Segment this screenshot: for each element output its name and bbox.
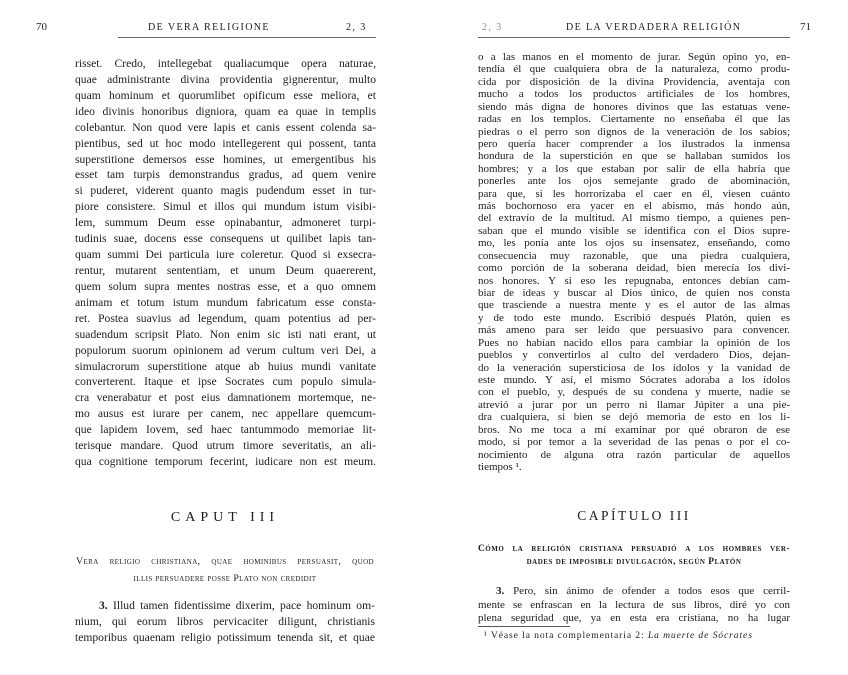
- text-line: nos honores. Y si eso les repugnaba, entonces debían cam-: [478, 274, 790, 287]
- body-text: [478, 51, 790, 473]
- text-line: consecuencia muy razonable, que una piedra cualquiera,: [478, 249, 790, 262]
- section-reference: 2, 3: [482, 22, 503, 33]
- section-number: 3.: [99, 599, 108, 612]
- text-line: colebantur. Non quod vere lapis et canis essent colenda sa-: [75, 120, 376, 134]
- text-line: temporibus quaenam religio potissimum tenenda sit, et quae: [75, 631, 375, 644]
- header-rule: [118, 37, 376, 38]
- text-line: este mundo. Y así, el mismo Sócrates adoraba a los ídolos: [478, 373, 790, 386]
- text-line: si puderet, viderent quanto magis pudendum esset in tur-: [75, 184, 376, 198]
- text-line-content: Pero, sin ánimo de ofender a todos esos que cerril-: [513, 585, 790, 597]
- text-line: biar de ideas y buscar al Dios único, de quien nos consta: [478, 287, 790, 300]
- text-line: converterent. Itaque et ipse Socrates cum populo simula-: [75, 375, 376, 389]
- text-line: Pues no habían nacido ellos para cambiar la opinión de los: [478, 336, 790, 349]
- text-line: populorum suorum opinionem ad verum cultum veri Dei, a: [75, 343, 376, 357]
- text-line: pientibus, sed ut hoc modo intellegerent qui possent, tanta: [75, 136, 376, 150]
- text-line: animam et totum istum mundum fabricatum esse consta-: [75, 295, 376, 309]
- text-line: ponerles ante los ojos semejante grado de abominación,: [478, 175, 790, 188]
- text-line: risset. Credo, intellegebat qualiacumque opera naturae,: [75, 57, 376, 70]
- text-line: quam hominum et quorumlibet opificum esse meliora, et: [75, 88, 376, 102]
- text-line: siendo más digna de honores divinos que las estatuas vene-: [478, 100, 790, 113]
- text-line: do la veneración supersticiosa de los ídolos y la vanidad de: [478, 361, 790, 374]
- text-line: cra venerabatur et post eius damnationem mortemque, ne-: [75, 391, 376, 405]
- text-line: plena seguridad que, ya en esta era cristiana, no ha lugar: [478, 612, 790, 624]
- text-line: más ameno para ser leído que persuasivo para convencer.: [478, 324, 790, 337]
- footnote-text: Véase la nota complementaria 2:: [490, 630, 645, 641]
- text-line: dra cualquiera, si bien se dejó memoria de esto en los li-: [478, 411, 790, 424]
- text-line: y de todo este mundo. Escribió después Platón, quien es: [478, 311, 790, 324]
- text-line: qua cognitione temporum fecerint, iudicare non est meum.: [75, 455, 376, 469]
- text-line: hombres; y a los que estaban por salir de ella habría que: [478, 162, 790, 175]
- text-line: mo, les ponía ante los ojos su insensatez, enseñando, como: [478, 237, 790, 250]
- text-line: cida por disposición de la divina Providencia, aventaja con: [478, 75, 790, 88]
- text-line: quae administrante divina providentia gignerentur, multo: [75, 72, 376, 86]
- subtitle-line: Cómo la religión cristiana persuadió a los hombres ver-: [478, 544, 790, 554]
- text-line: atrevió a jurar por un perro ni llamar Júpiter a una pie-: [478, 398, 790, 411]
- footnote: [484, 630, 753, 641]
- subtitle-line: dades de imposible divulgación, según Platón: [526, 557, 742, 567]
- text-line: hondura de la superstición en que se hallaban sumidos los: [478, 150, 790, 163]
- chapter-subtitle: [76, 553, 374, 587]
- text-line: más bochornoso era yacer en el abismo, más hondo aún,: [478, 200, 790, 213]
- body-text: [75, 56, 376, 470]
- text-line: piedras o el perro son dignos de la veneración de los sabios;: [478, 125, 790, 138]
- text-line: esset tam turpis demonstrandus gradus, ad quem venire: [75, 168, 376, 182]
- footnote-rule: [478, 626, 570, 627]
- subtitle-line: Vera religio christiana, quae hominibus persuasit, quod: [76, 556, 374, 567]
- text-line: ret. Postea suavius ad legendum, quam potentius ad per-: [75, 311, 376, 325]
- footnote-marker: ¹: [484, 630, 488, 641]
- text-line: con el pueblo, y, después de su condena y muerte, nadie se: [478, 386, 790, 399]
- text-line: [478, 585, 790, 599]
- text-line: nocimiento de alguna otra razón particular de aquellos: [478, 448, 790, 461]
- text-line: lem, summum Deum esse opinabantur, admoneret turpi-: [75, 216, 376, 230]
- text-line: pero quería hacer comprender a los ilustrados la inmensa: [478, 137, 790, 150]
- text-line: quam summi Dei particula iure coleretur. Quod si exsecra-: [75, 248, 376, 262]
- text-line: radas en los templos. Ciertamente no enseñaba él que las: [478, 113, 790, 126]
- text-line: que trasciende a nuestra mente y es el autor de las almas: [478, 299, 790, 312]
- section-number: 3.: [496, 585, 505, 597]
- text-line: mo ausus est iurare per canem, nec appellare quemcum-: [75, 407, 376, 421]
- text-line: mente se enfrascan en la lectura de sus libros, diré yo con: [478, 598, 790, 611]
- text-line: tendía él que cualquiera obra de la naturaleza, como produ-: [478, 63, 790, 76]
- chapter-body: [478, 585, 790, 626]
- text-line: tiempos ¹.: [478, 460, 522, 473]
- text-line: [75, 598, 375, 614]
- text-line: como porción de la soberana deidad, bien merecía los divi-: [478, 262, 790, 275]
- text-line: o a las manos en el momento de jurar. Según opino yo, en-: [478, 51, 790, 63]
- text-line: saban que el mundo visible se identifica con el Dios supre-: [478, 224, 790, 237]
- text-line: quem solum supra mentes nostras esse, et a quo omnem: [75, 279, 376, 293]
- chapter-subtitle: [478, 543, 790, 569]
- text-line: ideo divinis honoribus digniora, quam ea quae in templis: [75, 104, 376, 118]
- text-line: pueblos y convertirlos al culto del verdadero Dios, dejan-: [478, 349, 790, 362]
- header-rule: [478, 37, 790, 38]
- running-title: DE VERA RELIGIONE: [148, 22, 270, 33]
- text-line: rentur, mutarent sententiam, et unum Deum quaererent,: [75, 263, 376, 277]
- text-line: del extravío de la multitud. Al mismo tiempo, a quienes pen-: [478, 212, 790, 225]
- text-line: nium, qui eorum libros pervicaciter diligunt, christianis: [75, 615, 375, 628]
- page-number: 70: [36, 21, 47, 33]
- chapter-title: CAPÍTULO III: [577, 508, 691, 523]
- running-title: DE LA VERDADERA RELIGIÓN: [566, 22, 742, 33]
- text-line: para que, si les horrorizaba el caer en él, viesen cuánto: [478, 187, 790, 200]
- text-line: simulacrorum superstitione atque ab huius mundi vanitate: [75, 359, 376, 373]
- text-line: superstitione demersos esse homines, ut emergentibus his: [75, 152, 376, 166]
- text-line: tudinis suae, docens esse consequens ut quilibet lapis tan-: [75, 232, 376, 246]
- text-line: suadendum scripsit Plato. Non enim sic isti nati erant, ut: [75, 327, 376, 341]
- footnote-title: La muerte de Sócrates: [647, 630, 753, 641]
- chapter-body: [75, 598, 375, 646]
- chapter-title: CAPUT III: [170, 510, 280, 525]
- text-line: modo, si por temor a la severidad de las penas o por el co-: [478, 436, 790, 449]
- text-line-content: Illud tamen fidentissime dixerim, pace hominum om-: [113, 599, 375, 612]
- page-number: 71: [800, 21, 811, 33]
- subtitle-line: illis persuadere posse Plato non credidit: [133, 573, 317, 584]
- text-line: terisque mandare. Quod utrum timore severitatis, an ali-: [75, 439, 376, 453]
- text-line: que lapidem Iovem, sed haec tantummodo memoriae lit-: [75, 423, 376, 437]
- text-line: piore consistere. Simul et illos qui mundum istum visibi-: [75, 200, 376, 214]
- text-line: bros. No me toca a mí examinar por qué obraron de ese: [478, 423, 790, 436]
- section-reference: 2, 3: [346, 22, 367, 33]
- text-line: mucho a todos los productos artificiales de los hombres,: [478, 88, 790, 101]
